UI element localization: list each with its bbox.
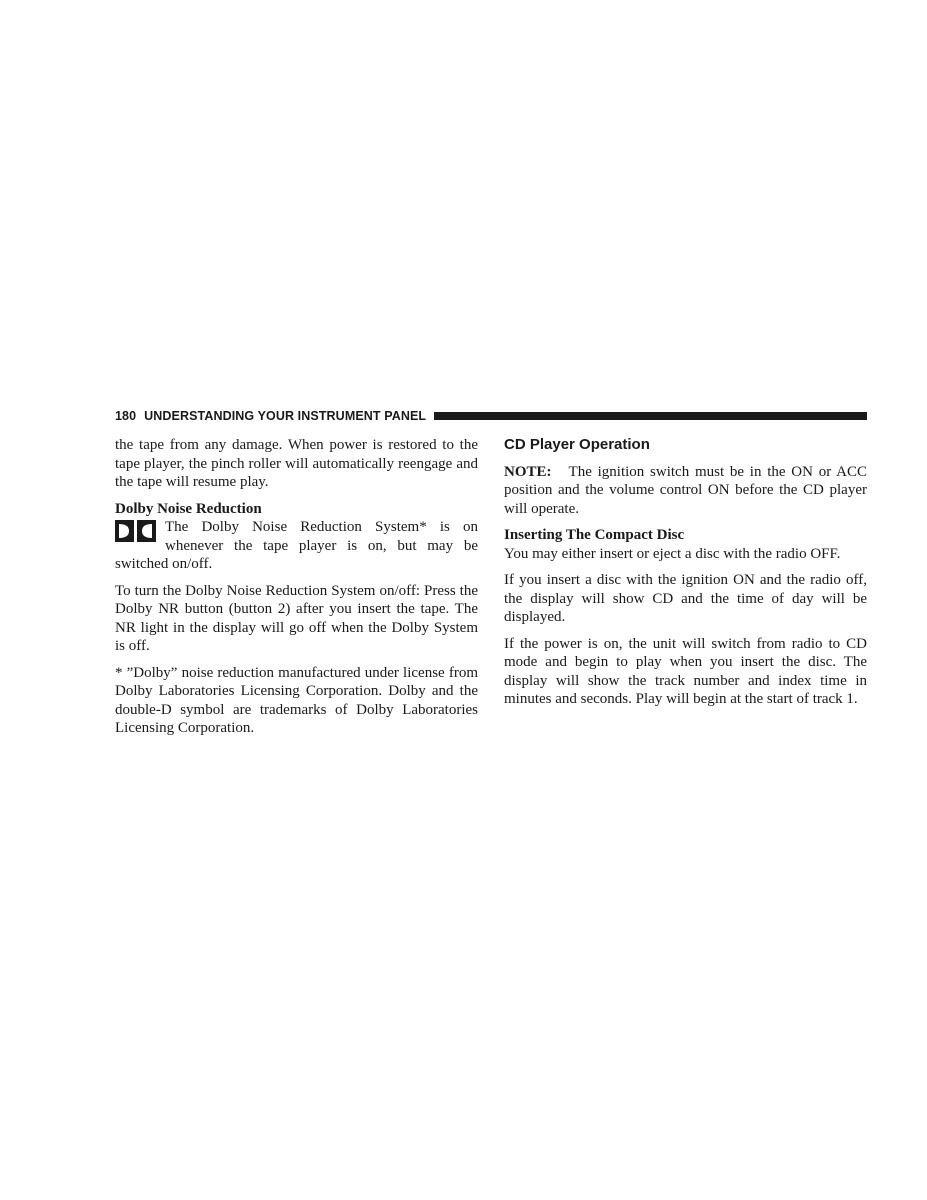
inserting-heading: Inserting The Compact Disc — [504, 527, 685, 543]
dolby-paragraph-text: The Dolby Noise Reduction System* is on whenever the tape player is on, but may be switched on/off. — [115, 519, 478, 572]
power-paragraph: If the power is on, the unit will switch from radio to CD mode and begin to play when you insert the disc. The display will show the track number and index time in minutes and seconds. Play will begin at the start of track 1. — [504, 635, 867, 707]
header-rule — [434, 412, 867, 420]
right-column — [504, 436, 867, 717]
page-header — [115, 406, 867, 426]
toggle-paragraph: To turn the Dolby Noise Reduction System on/off: Press the Dolby NR button (button 2) after you insert the tape. The NR light in the display will go off when the Dolby System is off. — [115, 582, 478, 654]
dolby-double-d-icon — [115, 520, 157, 542]
dolby-heading: Dolby Noise Reduction — [115, 500, 262, 517]
left-column — [115, 436, 478, 746]
note-text: The ignition switch must be in the ON or ACC position and the volume control ON before the CD player will operate. — [504, 463, 868, 517]
note-label: NOTE: — [504, 463, 552, 480]
page-number: 180 — [115, 409, 137, 423]
section-title: UNDERSTANDING YOUR INSTRUMENT PANEL — [144, 409, 427, 423]
note-paragraph — [504, 463, 867, 519]
ignition-paragraph: If you insert a disc with the ignition ON and the radio off, the display will show CD and the time of day will be displayed. — [504, 572, 867, 625]
dolby-paragraph — [115, 518, 478, 574]
intro-paragraph: the tape from any damage. When power is restored to the tape player, the pinch roller will automatically reengage and the tape will resume play. — [115, 437, 478, 490]
footnote-paragraph: * ”Dolby” noise reduction manufactured under license from Dolby Laboratories Licensing Corporation. Dolby and the double-D symbol are trademarks of Dolby Laboratories Licensing Corporation. — [115, 664, 478, 736]
cd-player-heading: CD Player Operation — [504, 436, 650, 453]
inserting-paragraph: You may either insert or eject a disc with the radio OFF. — [504, 545, 841, 562]
